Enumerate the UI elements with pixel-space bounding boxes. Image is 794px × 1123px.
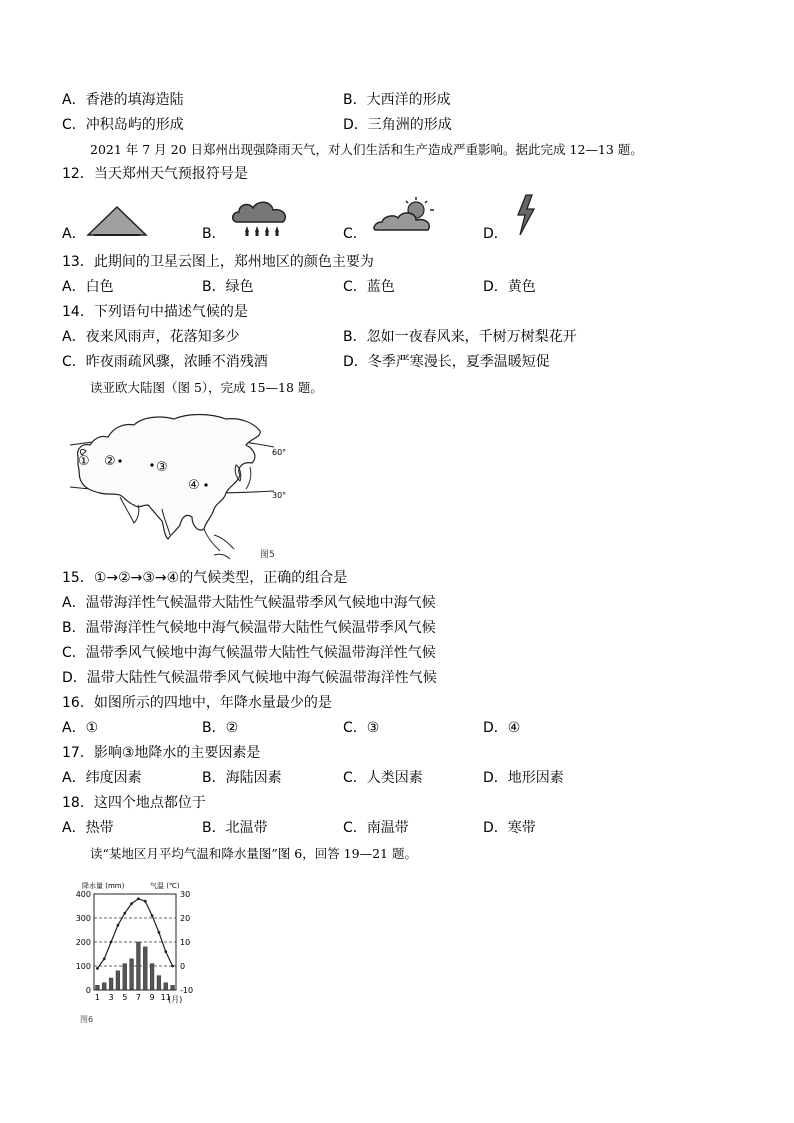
precip-bar	[157, 976, 161, 990]
q13-option-d: D．黄色	[483, 279, 536, 295]
thunder-symbol-icon	[512, 193, 540, 237]
q12-option-d: D．	[483, 226, 508, 242]
x-unit-label: (月)	[168, 995, 183, 1004]
temp-tick-label: -10	[180, 986, 194, 995]
q14-option-d: D．冬季严寒漫长，夏季温暖短促	[343, 354, 550, 370]
q17-option-d: D．地形因素	[483, 770, 564, 786]
lat60-label: 60°	[272, 448, 287, 457]
q13-option-b: B．绿色	[202, 279, 254, 295]
q11-option-b: B．大西洋的形成	[343, 92, 451, 108]
q11-option-c: C．冲积岛屿的形成	[62, 117, 184, 133]
q15-option-a: A．温带海洋性气候温带大陆性气候温带季风气候地中海气候	[62, 595, 436, 611]
q17-option-a: A．纬度因素	[62, 770, 142, 786]
q13-option-c: C．蓝色	[343, 279, 395, 295]
temp-point	[130, 902, 133, 905]
q16-option-b: B．②	[202, 720, 239, 736]
q14-stem: 14．下列语句中描述气候的是	[62, 304, 248, 320]
precip-bar	[164, 983, 168, 990]
temp-tick-label: 20	[180, 914, 191, 923]
eurasia-map	[64, 405, 296, 563]
q16-option-d: D．④	[483, 720, 521, 736]
precip-bar	[123, 964, 127, 990]
intro-19-21: 读“某地区月平均气温和降水量图”图 6，回答 19—21 题。	[90, 846, 417, 861]
q14-option-a: A．夜来风雨声，花落知多少	[62, 329, 240, 345]
map-point-2	[118, 459, 121, 462]
precip-tick-label: 100	[75, 962, 91, 971]
precip-tick-label: 400	[75, 890, 91, 899]
precip-axis-label: 降水量 (mm)	[82, 882, 125, 890]
precip-bar	[109, 978, 113, 990]
temp-tick-label: 10	[180, 938, 191, 947]
temp-point	[144, 900, 147, 903]
precip-bar	[150, 964, 154, 990]
precip-bar	[102, 983, 106, 990]
temp-point	[158, 931, 161, 934]
q15-option-d: D．温带大陆性气候温带季风气候地中海气候温带海洋性气候	[62, 670, 437, 686]
q17-option-c: C．人类因素	[343, 770, 423, 786]
precip-bar	[130, 959, 134, 990]
q18-option-b: B．北温带	[202, 820, 268, 836]
climate-chart	[64, 876, 200, 1028]
q18-option-d: D．寒带	[483, 820, 536, 836]
temperature-line	[97, 899, 172, 969]
x-tick-label: 1	[94, 993, 100, 1002]
intro-15-18: 读亚欧大陆图（图 5），完成 15—18 题。	[90, 380, 323, 395]
temp-point	[123, 912, 126, 915]
q17-stem: 17．影响③地降水的主要因素是	[62, 745, 261, 761]
precip-bar	[171, 985, 175, 990]
temp-axis-label: 气温 (℃)	[150, 882, 180, 890]
temp-point	[137, 897, 140, 900]
q18-option-c: C．南温带	[343, 820, 409, 836]
precip-bar	[143, 947, 147, 990]
rain-symbol-icon	[231, 200, 291, 240]
q18-option-a: A．热带	[62, 820, 114, 836]
q13-option-a: A．白色	[62, 279, 114, 295]
q11-option-a: A．香港的填海造陆	[62, 92, 184, 108]
figure5-caption: 图5	[260, 550, 275, 560]
precip-tick-label: 0	[85, 986, 91, 995]
q16-stem: 16．如图所示的四地中，年降水量最少的是	[62, 695, 332, 711]
figure6-caption: 图6	[80, 1015, 94, 1024]
temp-point	[164, 950, 167, 953]
x-tick-label: 9	[149, 993, 155, 1002]
q16-option-c: C．③	[343, 720, 380, 736]
q15-option-c: C．温带季风气候地中海气候温带大陆性气候温带海洋性气候	[62, 645, 436, 661]
q12-option-a: A．	[62, 226, 86, 242]
temp-tick-label: 30	[180, 890, 191, 899]
temp-point	[151, 914, 154, 917]
q15-stem: 15．①→②→③→④的气候类型，正确的组合是	[62, 570, 348, 586]
precip-bar	[96, 985, 100, 990]
map-marker-3: ③	[156, 460, 168, 475]
temp-point	[117, 924, 120, 927]
sunny-to-cloudy-symbol-icon	[372, 196, 438, 236]
q17-option-b: B．海陆因素	[202, 770, 282, 786]
map-marker-4: ④	[188, 478, 200, 493]
intro-12-13: 2021 年 7 月 20 日郑州出现强降雨天气，对人们生活和生产造成严重影响。据此完成 12—13 题。	[90, 142, 643, 157]
precip-bar	[137, 942, 141, 990]
x-tick-label: 3	[108, 993, 114, 1002]
q18-stem: 18．这四个地点都位于	[62, 795, 206, 811]
q16-option-a: A．①	[62, 720, 99, 736]
temp-point	[110, 941, 113, 944]
x-tick-label: 11	[160, 993, 171, 1002]
map-point-4	[204, 483, 207, 486]
q14-option-c: C．昨夜雨疏风骤，浓睡不消残酒	[62, 354, 268, 370]
map-point-3	[150, 463, 153, 466]
q13-stem: 13．此期间的卫星云图上，郑州地区的颜色主要为	[62, 254, 374, 270]
precip-tick-label: 300	[75, 914, 91, 923]
sandstorm-symbol-icon	[86, 203, 148, 237]
map-marker-1: ①	[78, 454, 90, 469]
lat30-label: 30°	[272, 491, 287, 500]
q15-option-b: B．温带海洋性气候地中海气候温带大陆性气候温带季风气候	[62, 620, 436, 636]
q12-option-c: C．	[343, 226, 367, 242]
temp-tick-label: 0	[180, 962, 186, 971]
map-marker-2: ②	[104, 454, 116, 469]
q12-stem: 12．当天郑州天气预报符号是	[62, 166, 248, 182]
temp-point	[96, 967, 99, 970]
q12-option-b: B．	[202, 226, 226, 242]
q14-option-b: B．忽如一夜春风来，千树万树梨花开	[343, 329, 577, 345]
temp-point	[103, 957, 106, 960]
x-tick-label: 5	[122, 993, 128, 1002]
precip-tick-label: 200	[75, 938, 91, 947]
temp-point	[171, 965, 174, 968]
precip-bar	[116, 971, 120, 990]
x-tick-label: 7	[135, 993, 141, 1002]
q11-option-d: D．三角洲的形成	[343, 117, 452, 133]
